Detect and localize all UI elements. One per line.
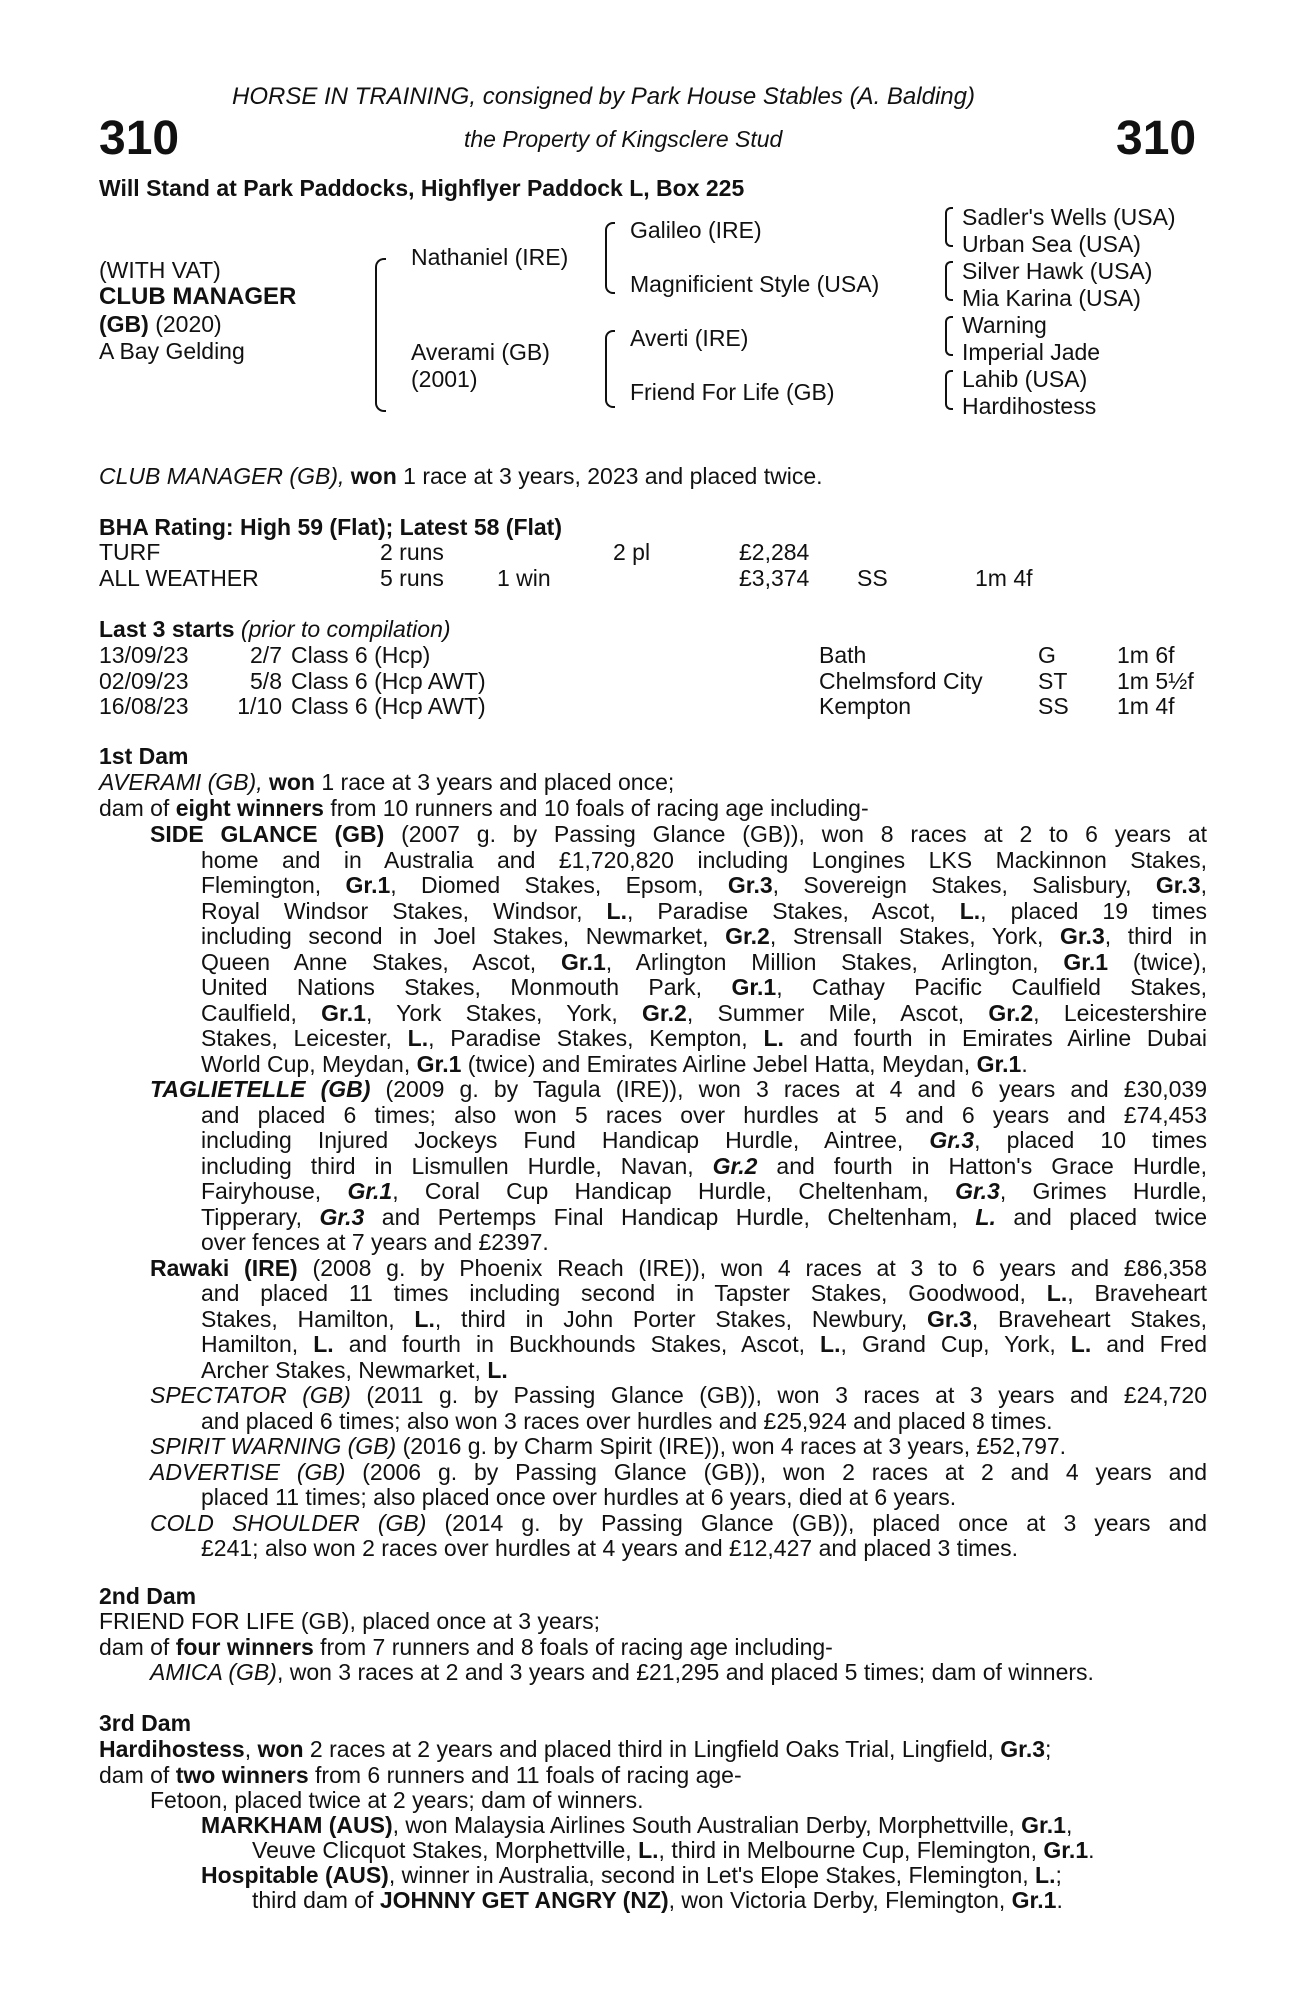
lot-number-left: 310 — [99, 112, 180, 165]
rating-wins: 1 win — [497, 565, 551, 591]
bha-rating-title: BHA Rating: High 59 (Flat); Latest 58 (Flat) — [99, 514, 562, 540]
last-starts-title: Last 3 starts (prior to compilation) — [99, 616, 451, 642]
dam1-offspring-line: and placed 6 times; also won 3 races over hurdles and £25,924 and placed 8 times. — [201, 1407, 1053, 1434]
dam1-offspring-line: over fences at 7 years and £2397. — [201, 1229, 549, 1255]
dam-sire: Averti (IRE) — [630, 325, 749, 351]
sire-name: Nathaniel (IRE) — [411, 244, 569, 270]
last-start-going: ST — [1038, 667, 1068, 694]
dam1-offspring-line: placed 11 times; also placed once over hurdles at 6 years, died at 6 years. — [201, 1484, 957, 1510]
last-start-date: 02/09/23 — [99, 667, 189, 694]
dam1-offspring-line: World Cup, Meydan, Gr.1 (twice) and Emirates Airline Jebel Hatta, Meydan, Gr.1. — [201, 1050, 1028, 1077]
ggp-5: Warning — [962, 312, 1047, 338]
dam1-offspring-line: Fairyhouse, Gr.1, Coral Cup Handicap Hurdle, Cheltenham, Gr.3, Grimes Hurdle, — [201, 1178, 1207, 1204]
dam1-heading: 1st Dam — [99, 743, 189, 769]
last-start-going: G — [1038, 642, 1056, 668]
sire-dam: Magnificient Style (USA) — [630, 271, 880, 297]
race-summary: CLUB MANAGER (GB), won 1 race at 3 years, 2023 and placed twice. — [99, 463, 823, 489]
last-start-date: 16/08/23 — [99, 693, 189, 719]
dam1-offspring-line: Tipperary, Gr.3 and Pertemps Final Handicap Hurdle, Cheltenham, L. and placed twice — [201, 1203, 1207, 1230]
dam1-offspring-line: Caulfield, Gr.1, York Stakes, York, Gr.2, Summer Mile, Ascot, Gr.2, Leicestershire — [201, 999, 1208, 1026]
dam-name: Averami (GB) — [411, 339, 550, 365]
dam1-offspring-line: SPIRIT WARNING (GB) (2016 g. by Charm Spirit (IRE)), won 4 races at 3 years, £52,797. — [150, 1433, 1067, 1459]
dam1-offspring-line: Queen Anne Stakes, Ascot, Gr.1, Arlington Million Stakes, Arlington, Gr.1 (twice), — [201, 948, 1207, 975]
pedigree-brace-ggp2 — [945, 261, 953, 301]
dam3-offspring-hospitable: Hospitable (AUS), winner in Australia, second in Let's Elope Stakes, Flemington, L.; — [201, 1862, 1062, 1888]
last-start-pos: 5/8 — [250, 667, 282, 694]
dam1-offspring-line: Stakes, Hamilton, L., third in John Porter Stakes, Newbury, Gr.3, Braveheart Stakes, — [201, 1305, 1207, 1332]
rating-earnings: £3,374 — [739, 565, 810, 591]
dam1-offspring-line: Hamilton, L. and fourth in Buckhounds Stakes, Ascot, L., Grand Cup, York, L. and Fred — [201, 1331, 1207, 1357]
last-start-distance: 1m 5½f — [1117, 667, 1194, 694]
dam1-record: AVERAMI (GB), won 1 race at 3 years and placed once; — [99, 769, 675, 795]
ggp-6: Imperial Jade — [962, 339, 1101, 365]
last-start-date: 13/09/23 — [99, 642, 189, 668]
dam1-offspring-line: £241; also won 2 races over hurdles at 4 years and £12,427 and placed 3 times. — [201, 1535, 1019, 1561]
horse-description: A Bay Gelding — [99, 338, 245, 364]
pedigree-brace-main — [375, 258, 386, 412]
dam2-offspring-amica: AMICA (GB), won 3 races at 2 and 3 years and £21,295 and placed 5 times; dam of winners. — [150, 1659, 1094, 1685]
dam1-produce: dam of eight winners from 10 runners and 10 foals of racing age including- — [99, 795, 869, 821]
location-line: Will Stand at Park Paddocks, Highflyer Paddock L, Box 225 — [99, 175, 745, 201]
last-start-race: Class 6 (Hcp AWT) — [291, 667, 486, 694]
dam-dam: Friend For Life (GB) — [630, 379, 835, 405]
last-start-pos: 1/10 — [237, 693, 282, 719]
rating-distance: 1m 4f — [975, 565, 1033, 591]
pedigree-brace-sire — [605, 222, 615, 294]
dam3-offspring-hospitable-cont: third dam of JOHNNY GET ANGRY (NZ), won Victoria Derby, Flemington, Gr.1. — [252, 1887, 1063, 1913]
dam1-offspring-line: and placed 6 times; also won 5 races over hurdles at 5 and 6 years and £74,453 — [201, 1101, 1207, 1128]
ggp-2: Urban Sea (USA) — [962, 231, 1141, 257]
dam3-offspring-markham: MARKHAM (AUS), won Malaysia Airlines South Australian Derby, Morphettville, Gr.1, — [201, 1812, 1073, 1838]
last-start-row — [0, 694, 1314, 720]
pedigree-brace-dam — [605, 330, 615, 408]
rating-runs: 2 runs — [380, 539, 444, 565]
rating-going: SS — [857, 565, 888, 591]
dam-year: (2001) — [411, 366, 478, 392]
dam1-offspring-line: Royal Windsor Stakes, Windsor, L., Paradise Stakes, Ascot, L., placed 19 times — [201, 897, 1207, 924]
ggp-1: Sadler's Wells (USA) — [962, 204, 1176, 230]
ggp-8: Hardihostess — [962, 393, 1097, 419]
pedigree-brace-ggp1 — [945, 207, 953, 247]
dam1-offspring-line: including third in Lismullen Hurdle, Navan, Gr.2 and fourth in Hatton's Grace Hurdle, — [201, 1152, 1207, 1179]
last-start-race: Class 6 (Hcp) — [291, 642, 431, 668]
rating-runs: 5 runs — [380, 565, 444, 591]
last-start-course: Bath — [819, 642, 867, 668]
vat-note: (WITH VAT) — [99, 257, 221, 283]
sire-sire: Galileo (IRE) — [630, 217, 762, 243]
last-start-pos: 2/7 — [250, 642, 282, 668]
dam3-offspring-markham-cont: Veuve Clicquot Stakes, Morphettville, L., third in Melbourne Cup, Flemington, Gr.1. — [252, 1837, 1095, 1863]
property-line: the Property of Kingsclere Stud — [464, 126, 783, 152]
last-start-going: SS — [1038, 693, 1069, 719]
last-start-course: Kempton — [819, 693, 912, 719]
dam1-offspring-line: ADVERTISE (GB) (2006 g. by Passing Glance (GB)), won 2 races at 2 and 4 years and — [150, 1458, 1207, 1485]
dam1-offspring-line: Archer Stakes, Newmarket, L. — [201, 1356, 508, 1383]
last-start-race: Class 6 (Hcp AWT) — [291, 693, 486, 719]
pedigree-brace-ggp4 — [945, 370, 953, 410]
dam1-offspring-line: including second in Joel Stakes, Newmarket, Gr.2, Strensall Stakes, York, Gr.3, third in — [201, 923, 1207, 949]
last-start-distance: 1m 4f — [1117, 693, 1175, 719]
rating-surface: ALL WEATHER — [99, 565, 259, 591]
rating-surface: TURF — [99, 539, 161, 565]
dam1-offspring-line: home and in Australia and £1,720,820 including Longines LKS Mackinnon Stakes, — [201, 846, 1207, 873]
dam2-heading: 2nd Dam — [99, 1583, 197, 1609]
dam1-offspring-line: COLD SHOULDER (GB) (2014 g. by Passing Glance (GB)), placed once at 3 years and — [150, 1509, 1207, 1536]
dam1-offspring-line: United Nations Stakes, Monmouth Park, Gr.1, Cathay Pacific Caulfield Stakes, — [201, 974, 1207, 1000]
rating-row-turf — [0, 540, 1314, 566]
ggp-3: Silver Hawk (USA) — [962, 258, 1153, 284]
last-start-distance: 1m 6f — [1117, 642, 1175, 668]
dam1-offspring-line: SPECTATOR (GB) (2011 g. by Passing Glance (GB)), won 3 races at 3 years and £24,720 — [150, 1382, 1208, 1408]
dam3-offspring-fetoon: Fetoon, placed twice at 2 years; dam of winners. — [150, 1787, 644, 1813]
dam1-offspring-line: including Injured Jockeys Fund Handicap Hurdle, Aintree, Gr.3, placed 10 times — [201, 1127, 1208, 1153]
rating-earnings: £2,284 — [739, 539, 810, 565]
horse-origin-year: (GB) (2020) — [99, 311, 222, 337]
dam1-offspring-line: TAGLIETELLE (GB) (2009 g. by Tagula (IRE)), won 3 races at 4 and 6 years and £30,039 — [150, 1076, 1207, 1102]
ggp-7: Lahib (USA) — [962, 366, 1088, 392]
dam1-offspring-line: SIDE GLANCE (GB) (2007 g. by Passing Glance (GB)), won 8 races at 2 to 6 years at — [150, 821, 1207, 847]
rating-placed: 2 pl — [613, 539, 651, 565]
last-start-row — [0, 643, 1314, 669]
consignor-line: HORSE IN TRAINING, consigned by Park House Stables (A. Balding) — [232, 83, 975, 110]
dam3-heading: 3rd Dam — [99, 1710, 192, 1736]
last-start-course: Chelmsford City — [819, 667, 983, 694]
lot-number-right: 310 — [1116, 112, 1197, 165]
dam3-record: Hardihostess, won 2 races at 2 years and placed third in Lingfield Oaks Trial, Lingfield, Gr.3; — [99, 1736, 1052, 1762]
last-start-row — [0, 669, 1314, 695]
dam1-offspring-line: and placed 11 times including second in Tapster Stakes, Goodwood, L., Braveheart — [201, 1280, 1207, 1306]
dam1-offspring-line: Stakes, Leicester, L., Paradise Stakes, Kempton, L. and fourth in Emirates Airline Dubai — [201, 1025, 1207, 1051]
horse-name: CLUB MANAGER — [99, 283, 297, 310]
ggp-4: Mia Karina (USA) — [962, 285, 1141, 311]
dam2-produce: dam of four winners from 7 runners and 8 foals of racing age including- — [99, 1634, 833, 1660]
dam1-offspring-line: Flemington, Gr.1, Diomed Stakes, Epsom, Gr.3, Sovereign Stakes, Salisbury, Gr.3, — [201, 872, 1208, 898]
pedigree-brace-ggp3 — [945, 316, 953, 356]
dam2-record: FRIEND FOR LIFE (GB), placed once at 3 years; — [99, 1608, 601, 1634]
dam1-offspring-line: Rawaki (IRE) (2008 g. by Phoenix Reach (IRE)), won 4 races at 3 to 6 years and £86,358 — [150, 1254, 1207, 1281]
rating-row-aw — [0, 566, 1314, 592]
dam3-produce: dam of two winners from 6 runners and 11 foals of racing age- — [99, 1762, 742, 1788]
